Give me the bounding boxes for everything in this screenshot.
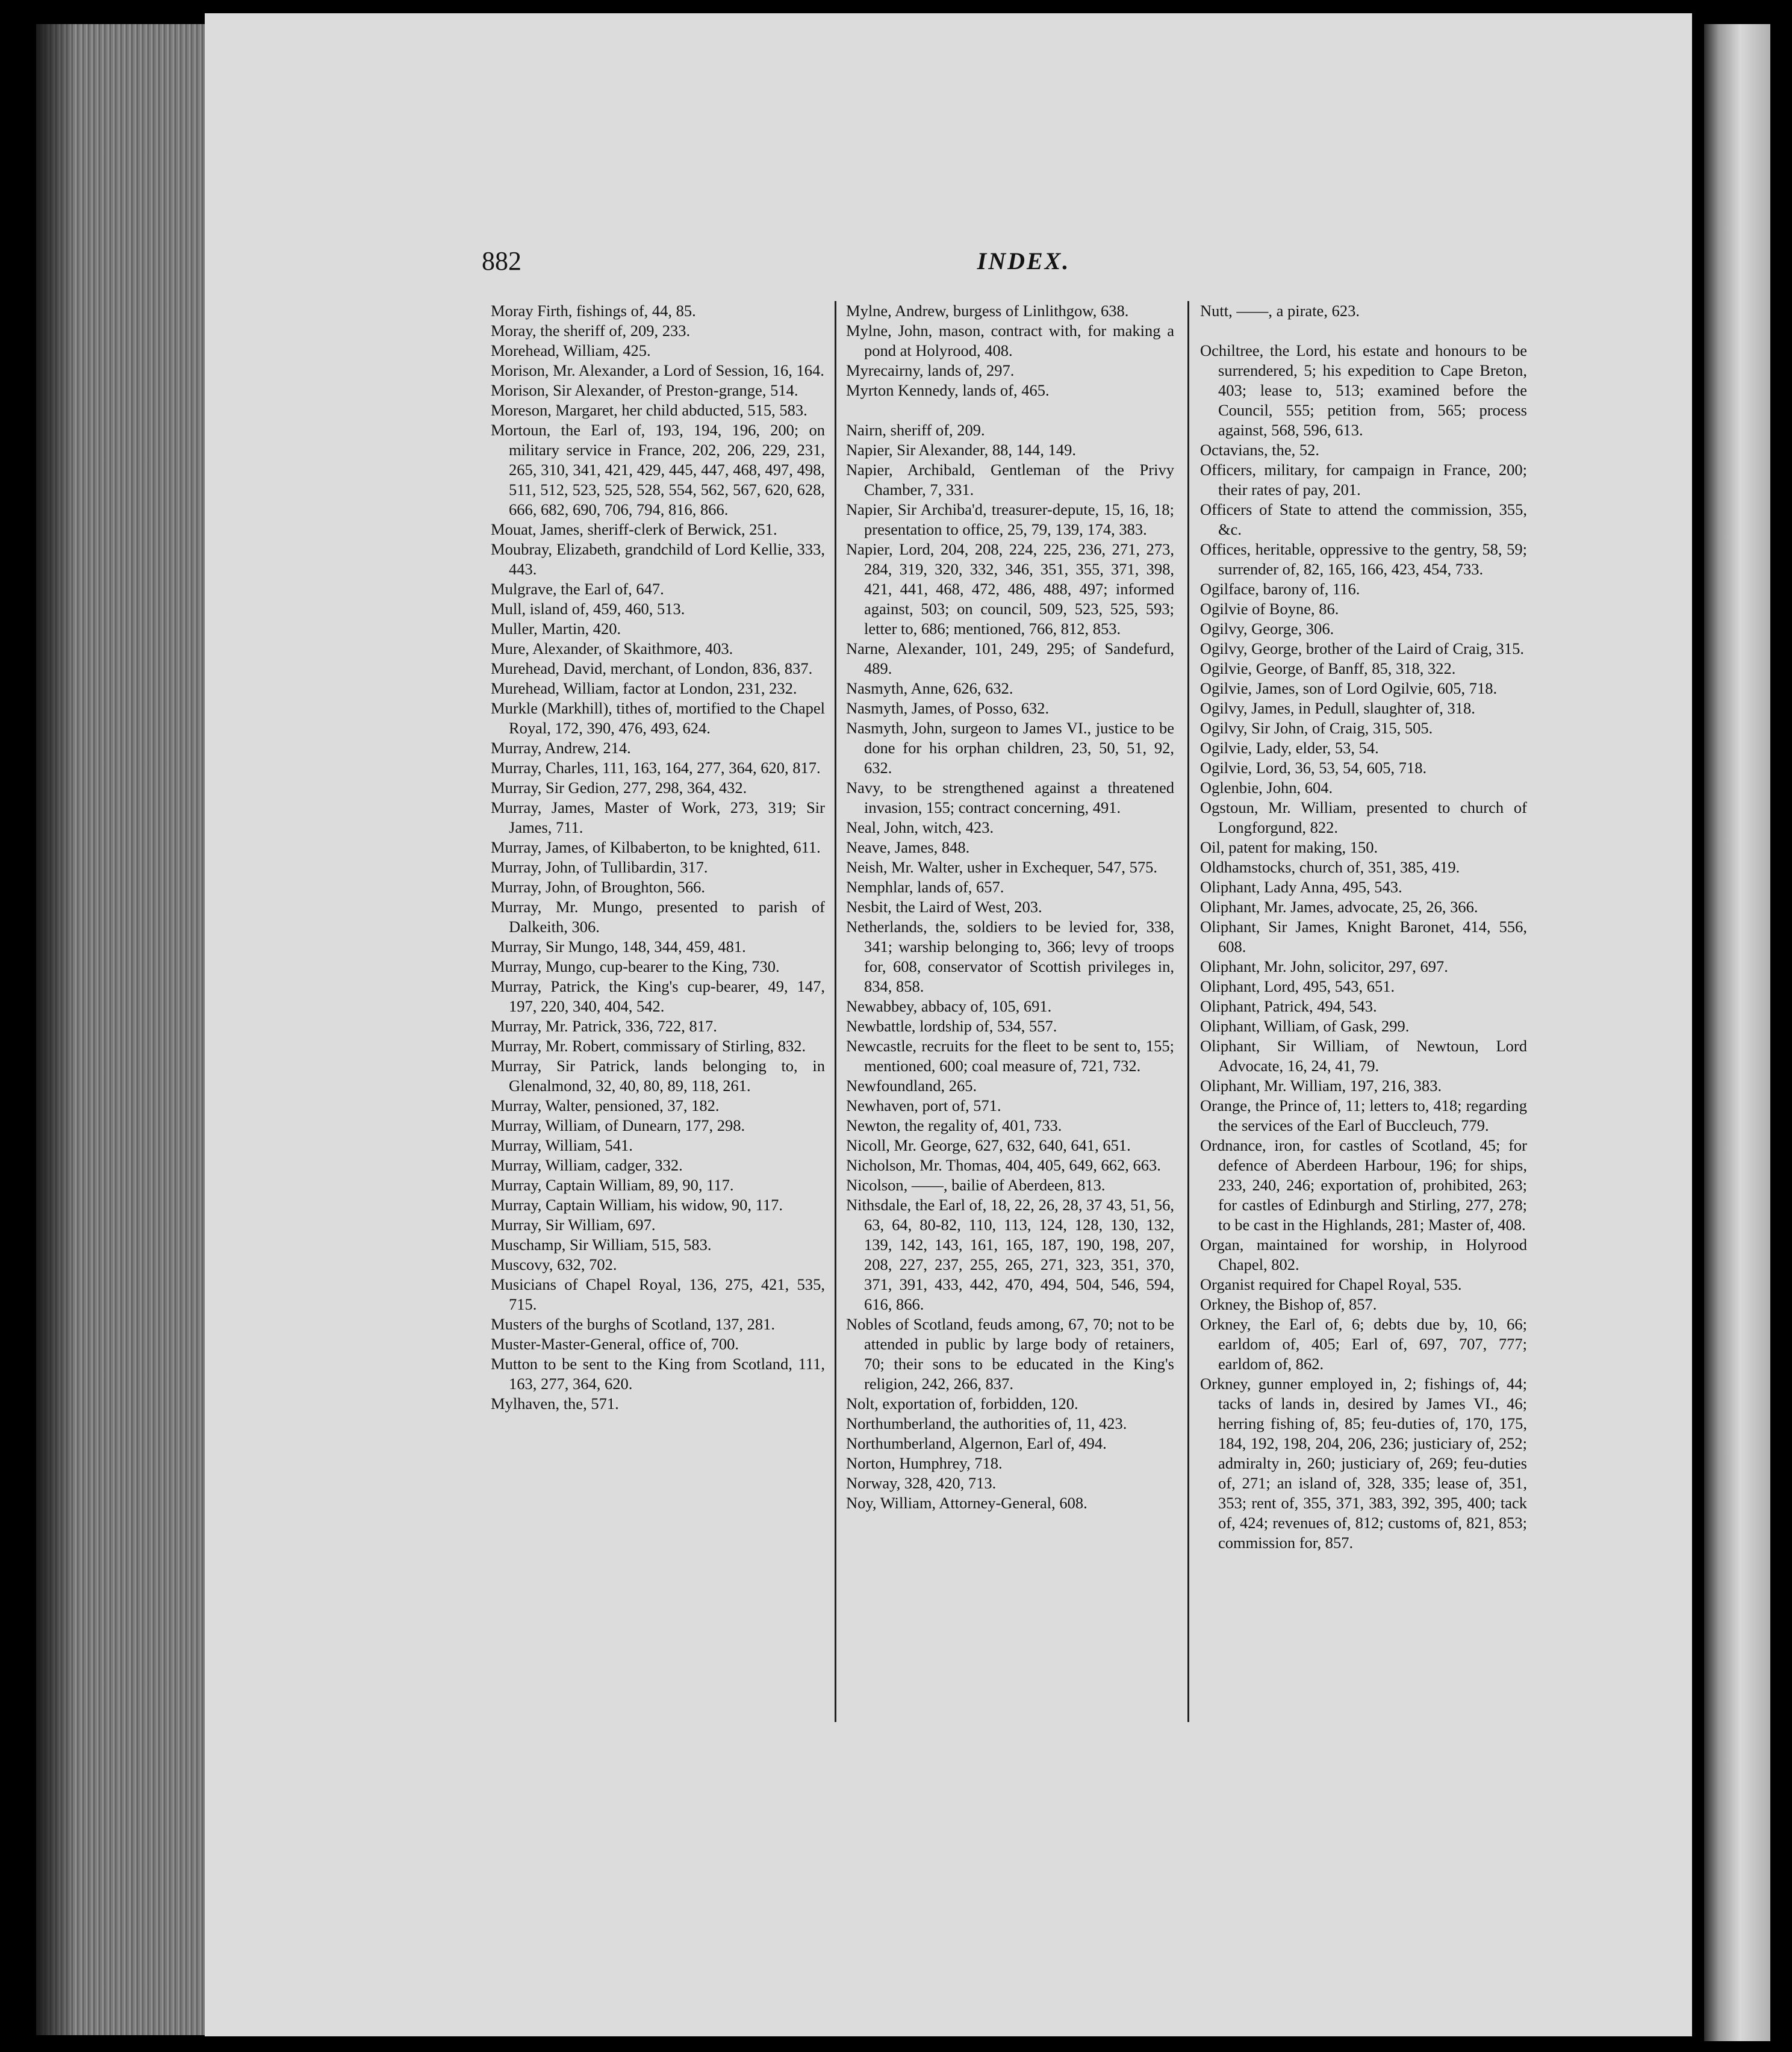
index-entry: Murray, Mr. Robert, commissary of Stirling, 832. <box>491 1037 806 1055</box>
index-entry: Mure, Alexander, of Skaithmore, 403. <box>491 639 733 658</box>
index-entry: Organist required for Chapel Royal, 535. <box>1200 1275 1462 1293</box>
index-entry: Oliphant, Mr. William, 197, 216, 383. <box>1200 1077 1442 1095</box>
index-entry: Murray, Charles, 111, 163, 164, 277, 364, 620, 817. <box>491 759 821 777</box>
index-entry: Nutt, ——, a pirate, 623. <box>1200 302 1360 320</box>
index-entry: Ogilvy, James, in Pedull, slaughter of, 318. <box>1200 699 1475 717</box>
index-entry: Ogilface, barony of, 116. <box>1200 580 1360 598</box>
index-entry: Murray, James, Master of Work, 273, 319; Sir James, 711. <box>491 798 825 836</box>
index-entry: Moray Firth, fishings of, 44, 85. <box>491 302 696 320</box>
index-entry: Oliphant, Lady Anna, 495, 543. <box>1200 878 1402 896</box>
index-entry: Morehead, William, 425. <box>491 341 651 359</box>
index-entry: Musicians of Chapel Royal, 136, 275, 421, 535, 715. <box>491 1275 825 1313</box>
index-entry: Ochiltree, the Lord, his estate and honours to be surrendered, 5; his expedition to Cape Breton, 403; lease to, 513; examined before the Council, 555; petition from, 565; process against, 568, 596, 613. <box>1200 341 1527 439</box>
index-entry: Officers, military, for campaign in France, 200; their rates of pay, 201. <box>1200 461 1527 499</box>
index-entry: Napier, Archibald, Gentleman of the Privy Chamber, 7, 331. <box>846 461 1174 499</box>
index-entry: Murray, Mr. Mungo, presented to parish of Dalkeith, 306. <box>491 898 825 936</box>
index-entry: Murray, James, of Kilbaberton, to be knighted, 611. <box>491 838 821 856</box>
index-entry: Napier, Sir Archiba'd, treasurer-depute, 15, 16, 18; presentation to office, 25, 79, 139, 174, 383. <box>846 500 1174 538</box>
index-entry: Mouat, James, sheriff-clerk of Berwick, 251. <box>491 520 777 538</box>
index-entry: Muscovy, 632, 702. <box>491 1255 617 1273</box>
index-entry: Nasmyth, James, of Posso, 632. <box>846 699 1050 717</box>
index-entry: Orkney, gunner employed in, 2; fishings of, 44; tacks of lands in, desired by James VI., 46; herring fishing of, 85; feu-duties of, 170, 175, 184, 192, 198, 204, 206, 236; justiciary of, 252; admiralty in, 260; justiciary of, 269; feu-duties of, 271; an island of, 328, 335; lease of, 351, 353; rent of, 355, 371, 383, 392, 395, 400; tack of, 424; revenues of, 812; customs of, 821, 853; commission for, 857. <box>1200 1375 1527 1552</box>
index-entry: Organ, maintained for worship, in Holyrood Chapel, 802. <box>1200 1236 1527 1273</box>
index-entry: Murray, Mungo, cup-bearer to the King, 730. <box>491 957 780 975</box>
index-entry: Orange, the Prince of, 11; letters to, 418; regarding the services of the Earl of Buccleuch, 779. <box>1200 1096 1527 1134</box>
index-entry: Murray, William, cadger, 332. <box>491 1156 683 1174</box>
index-entry: Morison, Sir Alexander, of Preston-grange, 514. <box>491 381 798 399</box>
index-entry: Navy, to be strengthened against a threatened invasion, 155; contract concerning, 491. <box>846 779 1174 816</box>
index-entry: Oliphant, Patrick, 494, 543. <box>1200 997 1377 1015</box>
index-entry: Ordnance, iron, for castles of Scotland, 45; for defence of Aberdeen Harbour, 196; for ships, 233, 240, 246; exportation of, prohibited, 263; for castles of Edinburgh and Stirling, 277, 278; to be cast in the Highlands, 281; Master of, 408. <box>1200 1136 1527 1234</box>
index-entry: Muller, Martin, 420. <box>491 620 621 638</box>
index-entry: Norway, 328, 420, 713. <box>846 1474 997 1492</box>
column-rule <box>1187 301 1189 1722</box>
index-entry: Mulgrave, the Earl of, 647. <box>491 580 664 598</box>
index-entry: Mylne, John, mason, contract with, for making a pond at Holyrood, 408. <box>846 322 1174 359</box>
running-title: INDEX. <box>977 247 1071 275</box>
index-entry: Norton, Humphrey, 718. <box>846 1454 1003 1472</box>
index-entry: Murehead, David, merchant, of London, 836, 837. <box>491 659 813 677</box>
index-entry: Murray, Sir Patrick, lands belonging to, in Glenalmond, 32, 40, 80, 89, 118, 261. <box>491 1057 825 1095</box>
index-entry: Ogilvie of Boyne, 86. <box>1200 600 1339 618</box>
index-entry: Napier, Sir Alexander, 88, 144, 149. <box>846 441 1077 459</box>
index-entry: Ogilvie, James, son of Lord Ogilvie, 605, 718. <box>1200 679 1498 697</box>
index-entry: Nairn, sheriff of, 209. <box>846 421 985 439</box>
index-entry: Oliphant, Sir James, Knight Baronet, 414, 556, 608. <box>1200 918 1527 956</box>
index-entry: Northumberland, the authorities of, 11, 423. <box>846 1414 1127 1432</box>
index-entry: Musters of the burghs of Scotland, 137, 281. <box>491 1315 776 1333</box>
index-column-2 <box>846 301 1174 1513</box>
index-entry: Murray, William, 541. <box>491 1136 633 1154</box>
index-entry: Nithsdale, the Earl of, 18, 22, 26, 28, 37 43, 51, 56, 63, 64, 80-82, 110, 113, 124, 128, 130, 132, 139, 142, 143, 161, 165, 187, 190, 198, 207, 208, 227, 237, 255, 265, 271, 323, 351, 370, 371, 391, 433, 442, 470, 494, 504, 546, 594, 616, 866. <box>846 1196 1174 1313</box>
index-entry: Neave, James, 848. <box>846 838 970 856</box>
index-column-1 <box>491 301 825 1414</box>
index-entry: Ogstoun, Mr. William, presented to church of Longforgund, 822. <box>1200 798 1527 836</box>
page-number: 882 <box>482 246 521 276</box>
index-entry: Ogilvy, Sir John, of Craig, 315, 505. <box>1200 719 1433 737</box>
index-entry: Murkle (Markhill), tithes of, mortified to the Chapel Royal, 172, 390, 476, 493, 624. <box>491 699 825 737</box>
index-entry: Napier, Lord, 204, 208, 224, 225, 236, 271, 273, 284, 319, 320, 332, 346, 351, 355, 371, 398, 421, 441, 468, 472, 486, 488, 497; informed against, 503; on council, 509, 523, 525, 593; letter to, 686; mentioned, 766, 812, 853. <box>846 540 1174 638</box>
index-entry: Neish, Mr. Walter, usher in Exchequer, 547, 575. <box>846 858 1158 876</box>
index-entry: Murehead, William, factor at London, 231, 232. <box>491 679 797 697</box>
index-entry: Murray, Sir Gedion, 277, 298, 364, 432. <box>491 779 747 797</box>
index-entry: Nobles of Scotland, feuds among, 67, 70; not to be attended in public by large body of retainers, 70; their sons to be educated in the King's religion, 242, 266, 837. <box>846 1315 1174 1393</box>
index-entry: Orkney, the Earl of, 6; debts due by, 10, 66; earldom of, 405; Earl of, 697, 707, 777; earldom of, 862. <box>1200 1315 1527 1373</box>
index-entry: Mylne, Andrew, burgess of Linlithgow, 638. <box>846 302 1129 320</box>
index-entry: Nesbit, the Laird of West, 203. <box>846 898 1042 916</box>
index-entry: Oliphant, Mr. John, solicitor, 297, 697. <box>1200 957 1448 975</box>
index-entry: Oliphant, Lord, 495, 543, 651. <box>1200 977 1395 995</box>
index-entry: Newton, the regality of, 401, 733. <box>846 1116 1062 1134</box>
index-entry: Murray, John, of Tullibardin, 317. <box>491 858 708 876</box>
index-entry: Murray, William, of Dunearn, 177, 298. <box>491 1116 745 1134</box>
index-entry: Newcastle, recruits for the fleet to be sent to, 155; mentioned, 600; coal measure of, 721, 732. <box>846 1037 1174 1075</box>
index-entry: Oglenbie, John, 604. <box>1200 779 1333 797</box>
facing-page-edge <box>1704 24 1770 2041</box>
index-entry: Netherlands, the, soldiers to be levied for, 338, 341; warship belonging to, 366; levy of troops for, 608, conservator of Scottish privileges in, 834, 858. <box>846 918 1174 995</box>
index-entry: Mylhaven, the, 571. <box>491 1394 619 1413</box>
column-rule <box>835 301 836 1722</box>
index-entry: Oldhamstocks, church of, 351, 385, 419. <box>1200 858 1460 876</box>
index-entry: Ogilvie, George, of Banff, 85, 318, 322. <box>1200 659 1456 677</box>
index-entry: Myrecairny, lands of, 297. <box>846 361 1015 379</box>
index-entry: Murray, Captain William, 89, 90, 117. <box>491 1176 734 1194</box>
index-entry: Noy, William, Attorney-General, 608. <box>846 1494 1087 1512</box>
index-entry: Moubray, Elizabeth, grandchild of Lord Kellie, 333, 443. <box>491 540 825 578</box>
index-entry: Newfoundland, 265. <box>846 1077 977 1095</box>
index-entry: Murray, Sir William, 697. <box>491 1216 656 1234</box>
index-entry: Octavians, the, 52. <box>1200 441 1319 459</box>
index-entry: Ogilvie, Lord, 36, 53, 54, 605, 718. <box>1200 759 1427 777</box>
index-entry: Nasmyth, Anne, 626, 632. <box>846 679 1013 697</box>
index-entry: Muschamp, Sir William, 515, 583. <box>491 1236 712 1254</box>
index-entry: Ogilvy, George, 306. <box>1200 620 1334 638</box>
index-entry: Morison, Mr. Alexander, a Lord of Session, 16, 164. <box>491 361 824 379</box>
index-entry: Oliphant, William, of Gask, 299. <box>1200 1017 1410 1035</box>
index-entry: Murray, Patrick, the King's cup-bearer, 49, 147, 197, 220, 340, 404, 542. <box>491 977 825 1015</box>
index-entry: Mull, island of, 459, 460, 513. <box>491 600 685 618</box>
index-entry: Murray, Walter, pensioned, 37, 182. <box>491 1096 720 1115</box>
index-column-3 <box>1200 301 1527 1553</box>
index-entry: Offices, heritable, oppressive to the gentry, 58, 59; surrender of, 82, 165, 166, 423, 454, 733. <box>1200 540 1527 578</box>
index-entry: Neal, John, witch, 423. <box>846 818 994 836</box>
index-entry: Newbattle, lordship of, 534, 557. <box>846 1017 1057 1035</box>
index-entry: Nemphlar, lands of, 657. <box>846 878 1004 896</box>
index-entry: Orkney, the Bishop of, 857. <box>1200 1295 1377 1313</box>
index-entry: Nicolson, ——, bailie of Aberdeen, 813. <box>846 1176 1106 1194</box>
index-entry: Mutton to be sent to the King from Scotland, 111, 163, 277, 364, 620. <box>491 1355 825 1393</box>
index-entry: Nicholson, Mr. Thomas, 404, 405, 649, 662, 663. <box>846 1156 1161 1174</box>
index-entry: Murray, Mr. Patrick, 336, 722, 817. <box>491 1017 717 1035</box>
index-entry: Murray, John, of Broughton, 566. <box>491 878 706 896</box>
index-entry: Oliphant, Sir William, of Newtoun, Lord Advocate, 16, 24, 41, 79. <box>1200 1037 1527 1075</box>
index-entry: Moreson, Margaret, her child abducted, 515, 583. <box>491 401 807 419</box>
index-entry: Nicoll, Mr. George, 627, 632, 640, 641, 651. <box>846 1136 1131 1154</box>
index-entry: Myrton Kennedy, lands of, 465. <box>846 381 1050 399</box>
index-entry: Oliphant, Mr. James, advocate, 25, 26, 366. <box>1200 898 1478 916</box>
index-entry: Murray, Captain William, his widow, 90, 117. <box>491 1196 783 1214</box>
index-entry: Ogilvie, Lady, elder, 53, 54. <box>1200 739 1379 757</box>
index-entry: Murray, Sir Mungo, 148, 344, 459, 481. <box>491 937 746 956</box>
index-entry: Moray, the sheriff of, 209, 233. <box>491 322 691 340</box>
book-page-edges <box>36 24 211 2035</box>
index-entry: Officers of State to attend the commission, 355, &c. <box>1200 500 1527 538</box>
index-entry: Nolt, exportation of, forbidden, 120. <box>846 1394 1078 1413</box>
index-entry: Newabbey, abbacy of, 105, 691. <box>846 997 1052 1015</box>
index-entry: Murray, Andrew, 214. <box>491 739 631 757</box>
index-entry: Oil, patent for making, 150. <box>1200 838 1378 856</box>
index-entry: Mortoun, the Earl of, 193, 194, 196, 200; on military service in France, 202, 206, 229, 231, 265, 310, 341, 421, 429, 445, 447, 468, 497, 498, 511, 512, 523, 525, 528, 554, 562, 567, 620, 628, 666, 682, 690, 706, 794, 816, 866. <box>491 421 825 518</box>
index-entry: Narne, Alexander, 101, 249, 295; of Sandefurd, 489. <box>846 639 1174 677</box>
index-entry: Nasmyth, John, surgeon to James VI., justice to be done for his orphan children, 23, 50, 51, 92, 632. <box>846 719 1174 777</box>
index-entry: Newhaven, port of, 571. <box>846 1096 1001 1115</box>
index-entry: Muster-Master-General, office of, 700. <box>491 1335 739 1353</box>
index-entry: Northumberland, Algernon, Earl of, 494. <box>846 1434 1107 1452</box>
index-entry: Ogilvy, George, brother of the Laird of Craig, 315. <box>1200 639 1524 658</box>
